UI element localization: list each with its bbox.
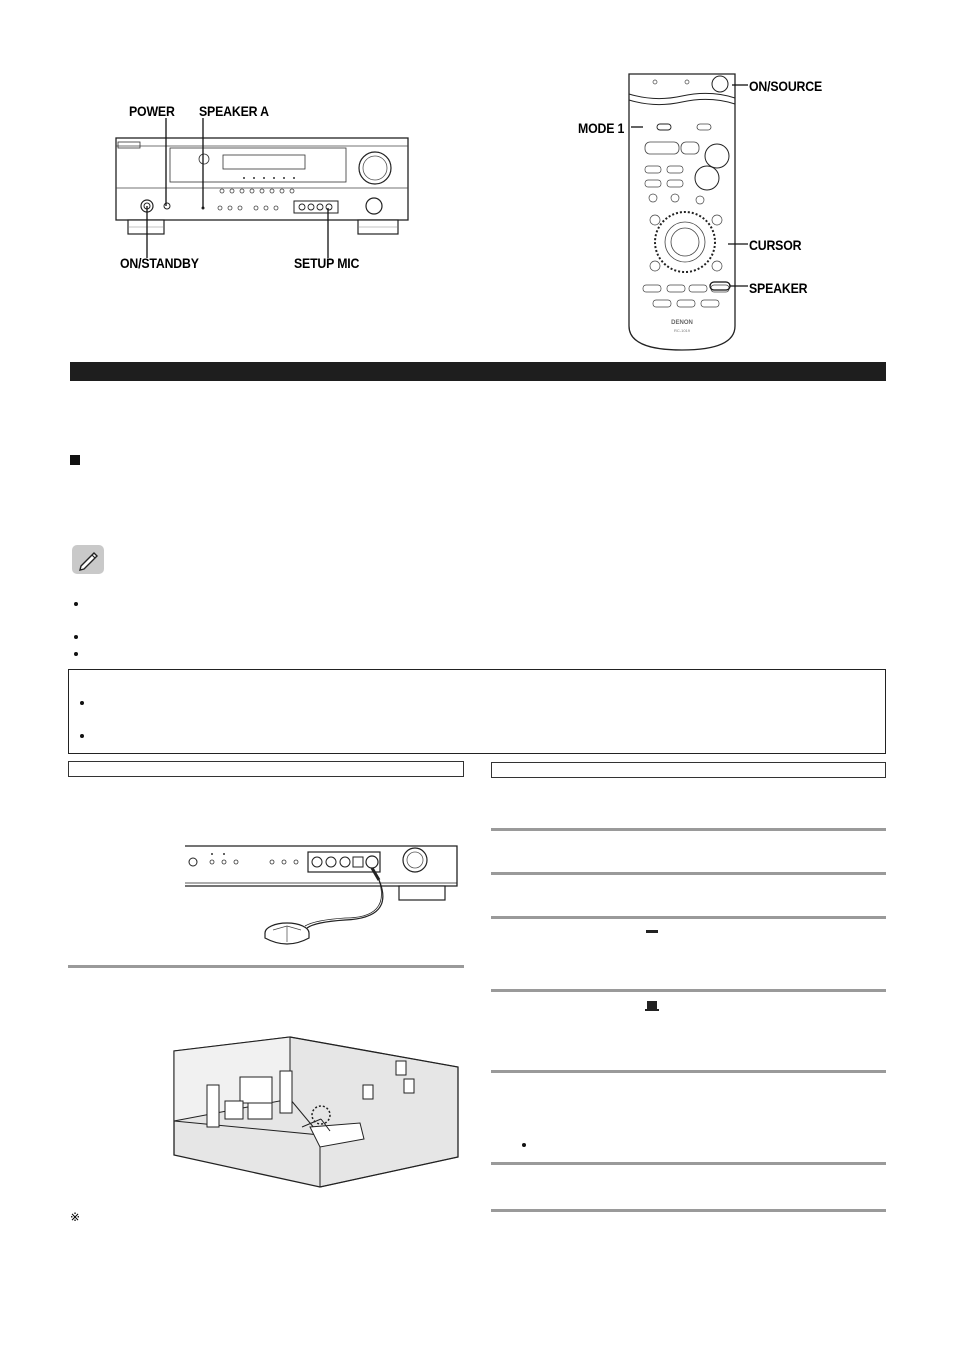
pencil-note-icon	[72, 545, 104, 574]
remote-leader-lines	[600, 60, 760, 310]
note-bullet-3	[74, 652, 78, 656]
right-step-rule-5	[491, 1070, 886, 1073]
right-step-rule-2	[491, 872, 886, 875]
right-step-rule-7	[491, 1209, 886, 1212]
cursor-label: CURSOR	[749, 237, 802, 253]
right-step-bullet	[522, 1143, 526, 1147]
setup-mic-label: SETUP MIC	[294, 255, 360, 271]
caution-bullet-2	[80, 734, 84, 738]
on-standby-label: ON/STANDBY	[120, 255, 199, 271]
note-bullet-2	[74, 635, 78, 639]
section-title-bar	[70, 362, 886, 381]
subsection-square-marker	[70, 455, 80, 465]
left-step-rule-1	[68, 965, 464, 968]
room-speaker-layout-illustration	[170, 1035, 462, 1191]
reference-mark: ※	[70, 1210, 81, 1224]
caution-bullet-1	[80, 701, 84, 705]
menu-icon-square	[645, 1000, 659, 1012]
right-step-rule-3	[491, 916, 886, 919]
power-label: POWER	[129, 103, 175, 119]
mic-connection-illustration	[185, 838, 465, 953]
right-step-header-box	[491, 762, 886, 778]
right-step-rule-6	[491, 1162, 886, 1165]
right-step-rule-4	[491, 989, 886, 992]
speaker-a-label: SPEAKER A	[199, 103, 269, 119]
right-step-rule-1	[491, 828, 886, 831]
remote-brand-text: DENON	[671, 320, 693, 326]
left-step-header-box	[68, 761, 464, 777]
mode-1-label: MODE 1	[578, 120, 625, 136]
on-source-label: ON/SOURCE	[749, 78, 823, 94]
note-bullet-1	[74, 602, 78, 606]
speaker-label: SPEAKER	[749, 280, 808, 296]
caution-box	[68, 669, 886, 754]
remote-model-text: RC-1019	[673, 328, 691, 333]
menu-icon-small	[645, 926, 659, 934]
